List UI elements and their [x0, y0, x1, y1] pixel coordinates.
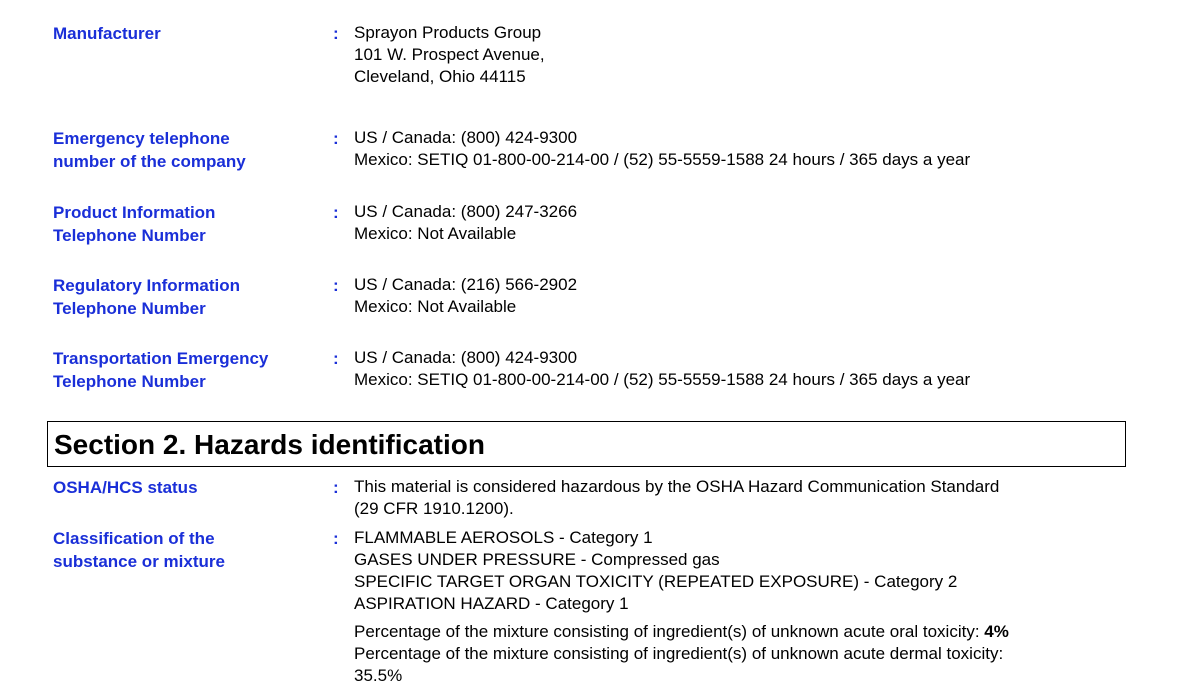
- regulatory-information-value: US / Canada: (216) 566-2902 Mexico: Not Available: [354, 275, 578, 316]
- manufacturer-label: Manufacturer: [53, 24, 161, 43]
- osha-status-label: OSHA/HCS status: [53, 478, 198, 497]
- hazard-category: GASES UNDER PRESSURE - Compressed gas: [354, 550, 720, 569]
- emergency-telephone-value: US / Canada: (800) 424-9300 Mexico: SETIQ 01-800-00-214-00 / (52) 55-5559-1588 24 hours / 365 days a year: [354, 128, 971, 169]
- colon: :: [333, 203, 339, 222]
- osha-status-value: This material is considered hazardous by the OSHA Hazard Communication Standard (29 CFR 1910.1200).: [354, 477, 1000, 518]
- emergency-telephone-label: Emergency telephone number of the company: [53, 129, 246, 171]
- manufacturer-value: Sprayon Products Group 101 W. Prospect Avenue, Cleveland, Ohio 44115: [354, 23, 545, 86]
- hazard-category: ASPIRATION HAZARD - Category 1: [354, 594, 629, 613]
- product-information-value: US / Canada: (800) 247-3266 Mexico: Not Available: [354, 202, 578, 243]
- regulatory-information-label: Regulatory Information Telephone Number: [53, 276, 241, 318]
- colon: :: [333, 349, 339, 368]
- oral-toxicity-line: Percentage of the mixture consisting of ingredient(s) of unknown acute oral toxicity: 4%: [354, 622, 1009, 641]
- colon: :: [333, 276, 339, 295]
- classification-label: Classification of the substance or mixture: [53, 529, 225, 571]
- dermal-toxicity-line: Percentage of the mixture consisting of ingredient(s) of unknown acute dermal toxicity:: [354, 644, 1004, 663]
- product-information-label: Product Information Telephone Number: [53, 203, 216, 245]
- colon: :: [333, 129, 339, 148]
- section-2-title: Section 2. Hazards identification: [54, 429, 485, 460]
- dermal-toxicity-percent: 35.5%: [354, 666, 403, 685]
- transportation-emergency-label: Transportation Emergency Telephone Number: [53, 349, 269, 391]
- colon: :: [333, 478, 339, 497]
- transportation-emergency-value: US / Canada: (800) 424-9300 Mexico: SETIQ 01-800-00-214-00 / (52) 55-5559-1588 24 hours / 365 days a year: [354, 348, 971, 389]
- colon: :: [333, 529, 339, 548]
- hazard-category: SPECIFIC TARGET ORGAN TOXICITY (REPEATED EXPOSURE) - Category 2: [354, 572, 958, 591]
- colon: :: [333, 24, 339, 43]
- classification-value: [354, 527, 1154, 687]
- hazard-category: FLAMMABLE AEROSOLS - Category 1: [354, 528, 653, 547]
- oral-toxicity-percent: 4%: [984, 622, 1009, 641]
- section-2-header: [47, 421, 1126, 467]
